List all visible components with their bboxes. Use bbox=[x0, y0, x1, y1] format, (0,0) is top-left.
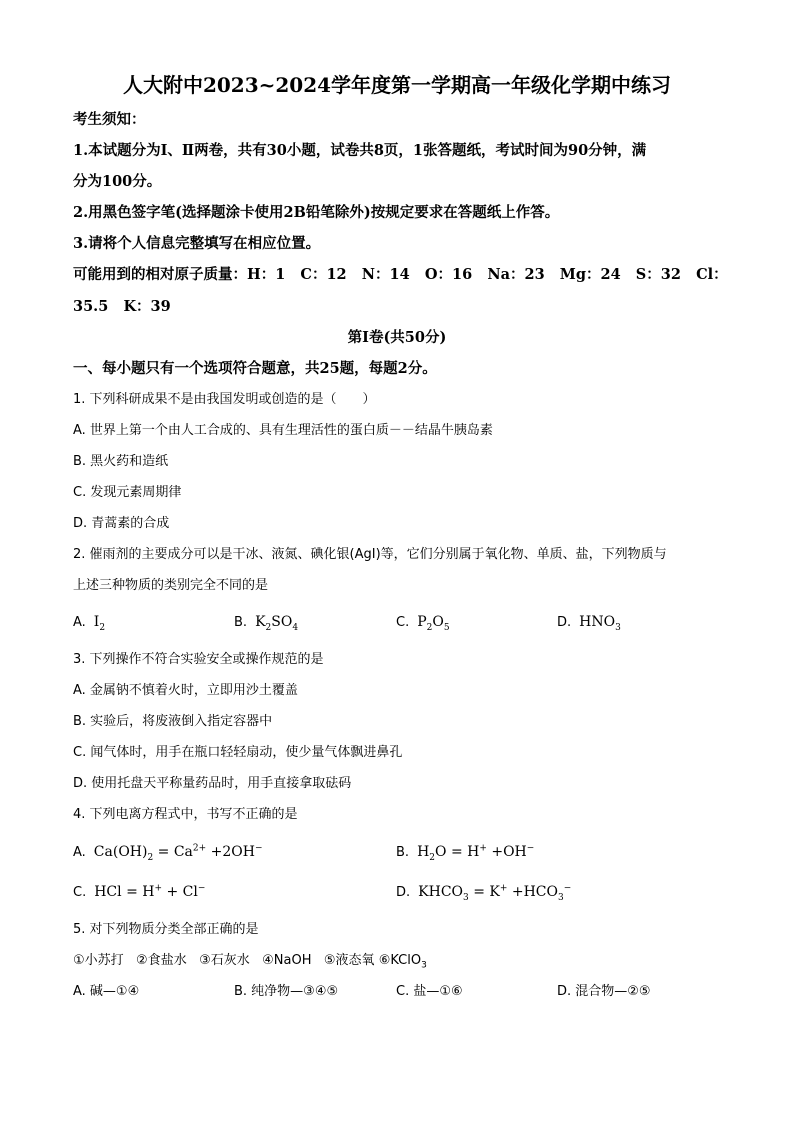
question-3-option-d: D. 使用托盘天平称量药品时，用手直接拿取砝码 bbox=[73, 776, 352, 791]
atomic-mass-line-2: 35.5 K：39 bbox=[73, 298, 171, 315]
notice-item-2: 2.用黑色签字笔(选择题涂卡使用2B铅笔除外)按规定要求在答题纸上作答。 bbox=[73, 204, 560, 221]
question-5-option-a: A. 碱—①④ bbox=[73, 984, 140, 999]
question-1-stem: 1. 下列科研成果不是由我国发明或创造的是（ ） bbox=[73, 392, 376, 407]
question-3-option-c: C. 闻气体时，用手在瓶口轻轻扇动，使少量气体飘进鼻孔 bbox=[73, 745, 403, 760]
question-5-option-b: B. 纯净物—③④⑤ bbox=[234, 984, 339, 999]
question-4-stem: 4. 下列电离方程式中，书写不正确的是 bbox=[73, 807, 298, 822]
question-1-option-c: C. 发现元素周期律 bbox=[73, 485, 182, 500]
question-1-option-a: A. 世界上第一个由人工合成的、具有生理活性的蛋白质－－结晶牛胰岛素 bbox=[73, 423, 493, 438]
question-3-option-b: B. 实验后，将废液倒入指定容器中 bbox=[73, 714, 273, 729]
question-5-stem: 5. 对下列物质分类全部正确的是 bbox=[73, 922, 259, 937]
question-2-stem-line-2: 上述三种物质的类别完全不同的是 bbox=[73, 578, 269, 593]
atomic-mass-line-1: 可能用到的相对原子质量：H：1 C：12 N：14 O：16 Na：23 Mg：24 S：32 Cl： bbox=[73, 266, 728, 283]
question-5-items: ①小苏打 ②食盐水 ③石灰水 ④NaOH ⑤液态氧 ⑥KClO$_3$ bbox=[73, 953, 427, 971]
question-2-option-b: B. $K_2SO_4$ bbox=[234, 614, 299, 633]
question-4-option-d: D. $KHCO_3 = K^+ +HCO_3^-$ bbox=[396, 883, 572, 903]
question-5-option-c: C. 盐—①⑥ bbox=[396, 984, 463, 999]
notice-item-3: 3.请将个人信息完整填写在相应位置。 bbox=[73, 235, 321, 252]
question-5-option-d: D. 混合物—②⑤ bbox=[557, 984, 651, 999]
question-1-option-b: B. 黑火药和造纸 bbox=[73, 454, 169, 469]
question-4-option-a: A. $Ca(OH)_2 = Ca^{2+} +2OH^-$ bbox=[73, 843, 263, 863]
notice-heading: 考生须知： bbox=[73, 111, 146, 128]
question-1-option-d: D. 青蒿素的合成 bbox=[73, 516, 170, 531]
question-2-option-a: A. $I_2$ bbox=[73, 614, 106, 633]
notice-item-1-line-2: 分为100分。 bbox=[73, 173, 162, 190]
question-2-option-d: D. $HNO_3$ bbox=[557, 614, 621, 633]
notice-item-1-line-1: 1.本试题分为Ⅰ、Ⅱ两卷，共有30小题，试卷共8页，1张答题纸，考试时间为90分钟，满 bbox=[73, 142, 647, 159]
section-instruction: 一、每小题只有一个选项符合题意，共25题，每题2分。 bbox=[73, 360, 437, 377]
question-2-option-c: C. $P_2O_5$ bbox=[396, 614, 450, 633]
section-title: 第Ⅰ卷(共50分) bbox=[347, 329, 447, 346]
question-4-option-c: C. HCl = H+ + Cl− bbox=[73, 883, 206, 900]
question-3-option-a: A. 金属钠不慎着火时，立即用沙土覆盖 bbox=[73, 683, 298, 698]
question-2-stem-line-1: 2. 催雨剂的主要成分可以是干冰、液氮、碘化银(AgI)等，它们分别属于氧化物、单质、盐，下列物质与 bbox=[73, 547, 667, 562]
page-title: 人大附中2023~2024学年度第一学期高一年级化学期中练习 bbox=[122, 73, 672, 97]
question-4-option-b: B. $H_2O = H^+ +OH^-$ bbox=[396, 843, 535, 863]
question-3-stem: 3. 下列操作不符合实验安全或操作规范的是 bbox=[73, 652, 324, 667]
